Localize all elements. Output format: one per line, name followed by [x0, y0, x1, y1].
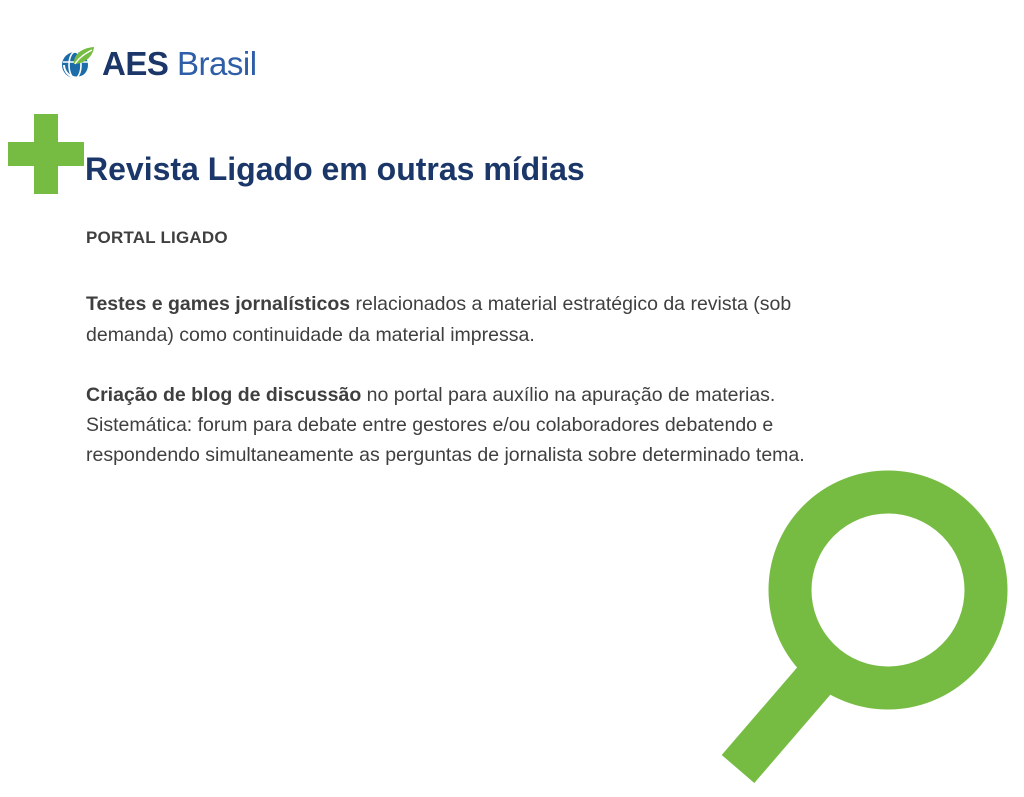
paragraph-2-lead: Criação de blog de discussão: [86, 383, 362, 406]
plus-icon-vertical-bar: [34, 114, 58, 194]
aes-brasil-logo: [58, 44, 257, 82]
paragraph-2: [86, 380, 876, 471]
logo-word-aes: AES: [102, 44, 169, 82]
slide-body: [86, 225, 886, 470]
magnifier-icon: [720, 462, 1010, 792]
paragraph-1-lead: Testes e games jornalísticos: [86, 293, 351, 316]
section-subheading: PORTAL LIGADO: [86, 228, 228, 247]
aes-leaf-globe-icon: [58, 44, 96, 82]
paragraph-1: [86, 289, 876, 349]
logo-wordmark: [102, 44, 257, 82]
slide-title: Revista Ligado em outras mídias: [85, 151, 585, 188]
paragraph-1-rest: relacionados a material estratégico da revista (sob demanda) como continuidade da material impressa.: [86, 293, 792, 346]
logo-word-brasil: Brasil: [177, 44, 257, 82]
paragraph-2-rest: no portal para auxílio na apuração de materias. Sistemática: forum para debate entre gestores e/ou colaboradores debatendo e respondendo simultaneamente as perguntas de jornalista sobre determinado tema.: [86, 383, 805, 467]
plus-icon: [8, 114, 84, 194]
